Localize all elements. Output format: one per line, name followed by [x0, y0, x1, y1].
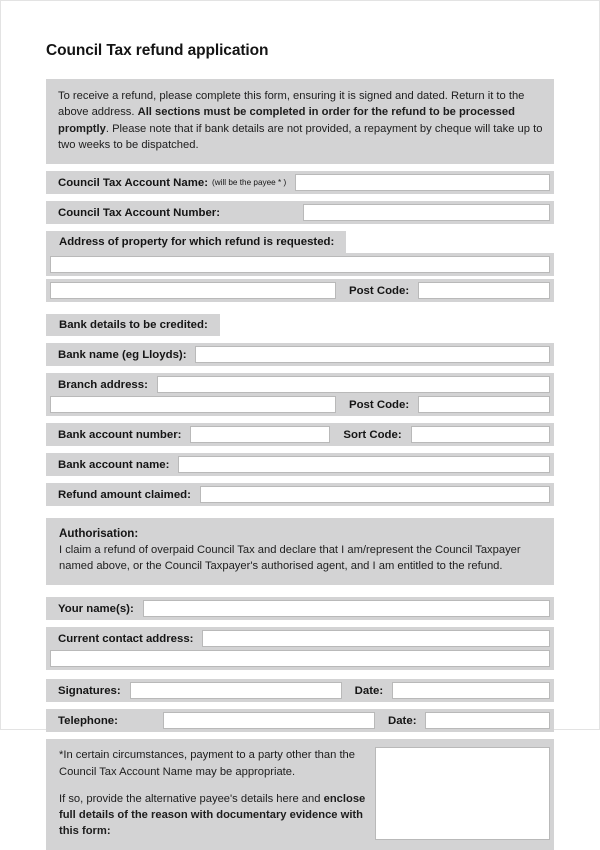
sort-code-label: Sort Code:: [343, 428, 402, 441]
branch-address-line1-input[interactable]: [157, 376, 550, 393]
authorisation-block: [46, 518, 554, 585]
field-row-account-name: [46, 171, 554, 194]
property-address-line2-input[interactable]: [50, 282, 336, 299]
bank-account-name-input[interactable]: [178, 456, 550, 473]
signatures-date-input[interactable]: [392, 682, 550, 699]
account-number-label: Council Tax Account Number:: [58, 206, 221, 219]
field-row-signatures: [46, 679, 554, 702]
field-row-contact-address: [46, 627, 554, 647]
field-row-bank-name: [46, 343, 554, 366]
field-row-refund-amount: [46, 483, 554, 506]
telephone-date-input[interactable]: [425, 712, 550, 729]
refund-amount-input[interactable]: [200, 486, 550, 503]
intro-paragraph: [46, 79, 554, 164]
property-address-header: Address of property for which refund is requested:: [46, 231, 346, 253]
contact-address-line2-input[interactable]: [50, 650, 550, 667]
bank-details-header-row: [46, 314, 554, 336]
your-names-input[interactable]: [143, 600, 550, 617]
branch-address-line2-input[interactable]: [50, 396, 336, 413]
intro-text-bold: All sections must be completed in order for the refund to be processed promptly: [58, 106, 515, 135]
field-row-branch-address: [46, 373, 554, 393]
footnote-text: [59, 747, 369, 839]
account-name-sublabel: (will be the payee * ): [212, 177, 287, 187]
signatures-label: Signatures:: [58, 685, 121, 698]
bank-name-input[interactable]: [195, 346, 550, 363]
branch-post-code-input[interactable]: [418, 396, 550, 413]
intro-text-part2: . Please note that if bank details are not provided, a repayment by cheque will take up to two weeks to be dispatched.: [58, 122, 543, 152]
bank-account-number-label: Bank account number:: [58, 428, 182, 441]
branch-address-label: Branch address:: [58, 378, 148, 391]
field-row-telephone: [46, 709, 554, 732]
property-address-line1-row: [46, 253, 554, 276]
property-address-line2-row: [46, 279, 554, 302]
intro-text-part1: To receive a refund, please complete this form, ensuring it is signed and dated. Return it to the above address.: [58, 89, 525, 119]
account-name-label-text: Council Tax Account Name:: [58, 176, 208, 189]
property-address-line1-input[interactable]: [50, 256, 550, 273]
refund-amount-label: Refund amount claimed:: [58, 488, 191, 501]
field-row-bank-account-name: [46, 453, 554, 476]
signatures-date-label: Date:: [354, 685, 384, 698]
property-post-code-input[interactable]: [418, 282, 550, 299]
telephone-input[interactable]: [163, 712, 375, 729]
bank-account-name-label: Bank account name:: [58, 458, 170, 471]
branch-address-line2-row: [46, 393, 554, 416]
account-number-input[interactable]: [303, 204, 550, 221]
contact-address-line1-input[interactable]: [202, 630, 550, 647]
footnote-block: [46, 739, 554, 849]
property-address-header-row: [46, 231, 554, 253]
footnote-paragraph-1: *In certain circumstances, payment to a party other than the Council Tax Account Name may be appropriate.: [59, 749, 355, 778]
telephone-date-label: Date:: [388, 715, 417, 728]
bank-name-label: Bank name (eg Lloyds):: [58, 348, 187, 361]
bank-account-number-input[interactable]: [190, 426, 330, 443]
signatures-input[interactable]: [130, 682, 342, 699]
field-row-account-number: [46, 201, 554, 224]
bank-details-header: Bank details to be credited:: [46, 314, 220, 336]
authorisation-title: Authorisation:: [59, 526, 139, 540]
field-row-bank-account-number: [46, 423, 554, 446]
property-post-code-label: Post Code:: [349, 284, 410, 297]
footnote-paragraph-2: [59, 791, 369, 840]
footnote-paragraph-2-bold: enclose full details of the reason with documentary evidence with this form:: [59, 792, 366, 838]
your-names-label: Your name(s):: [58, 603, 134, 616]
field-row-your-names: [46, 597, 554, 620]
page-title: Council Tax refund application: [46, 42, 269, 59]
account-name-label: [46, 174, 295, 191]
authorisation-body: I claim a refund of overpaid Council Tax and declare that I am/represent the Council Taxpayer named above, or the Council Taxpayer's authorised agent, and I am entitled to the refund.: [59, 543, 521, 573]
contact-address-line2-row: [46, 647, 554, 670]
alternative-payee-input[interactable]: [375, 747, 550, 839]
sort-code-input[interactable]: [411, 426, 550, 443]
contact-address-label: Current contact address:: [58, 633, 194, 646]
account-name-input[interactable]: [295, 174, 550, 191]
footnote-paragraph-2-plain: If so, provide the alternative payee's details here and: [59, 792, 324, 805]
branch-post-code-label: Post Code:: [349, 398, 410, 411]
telephone-label: Telephone:: [58, 715, 118, 728]
